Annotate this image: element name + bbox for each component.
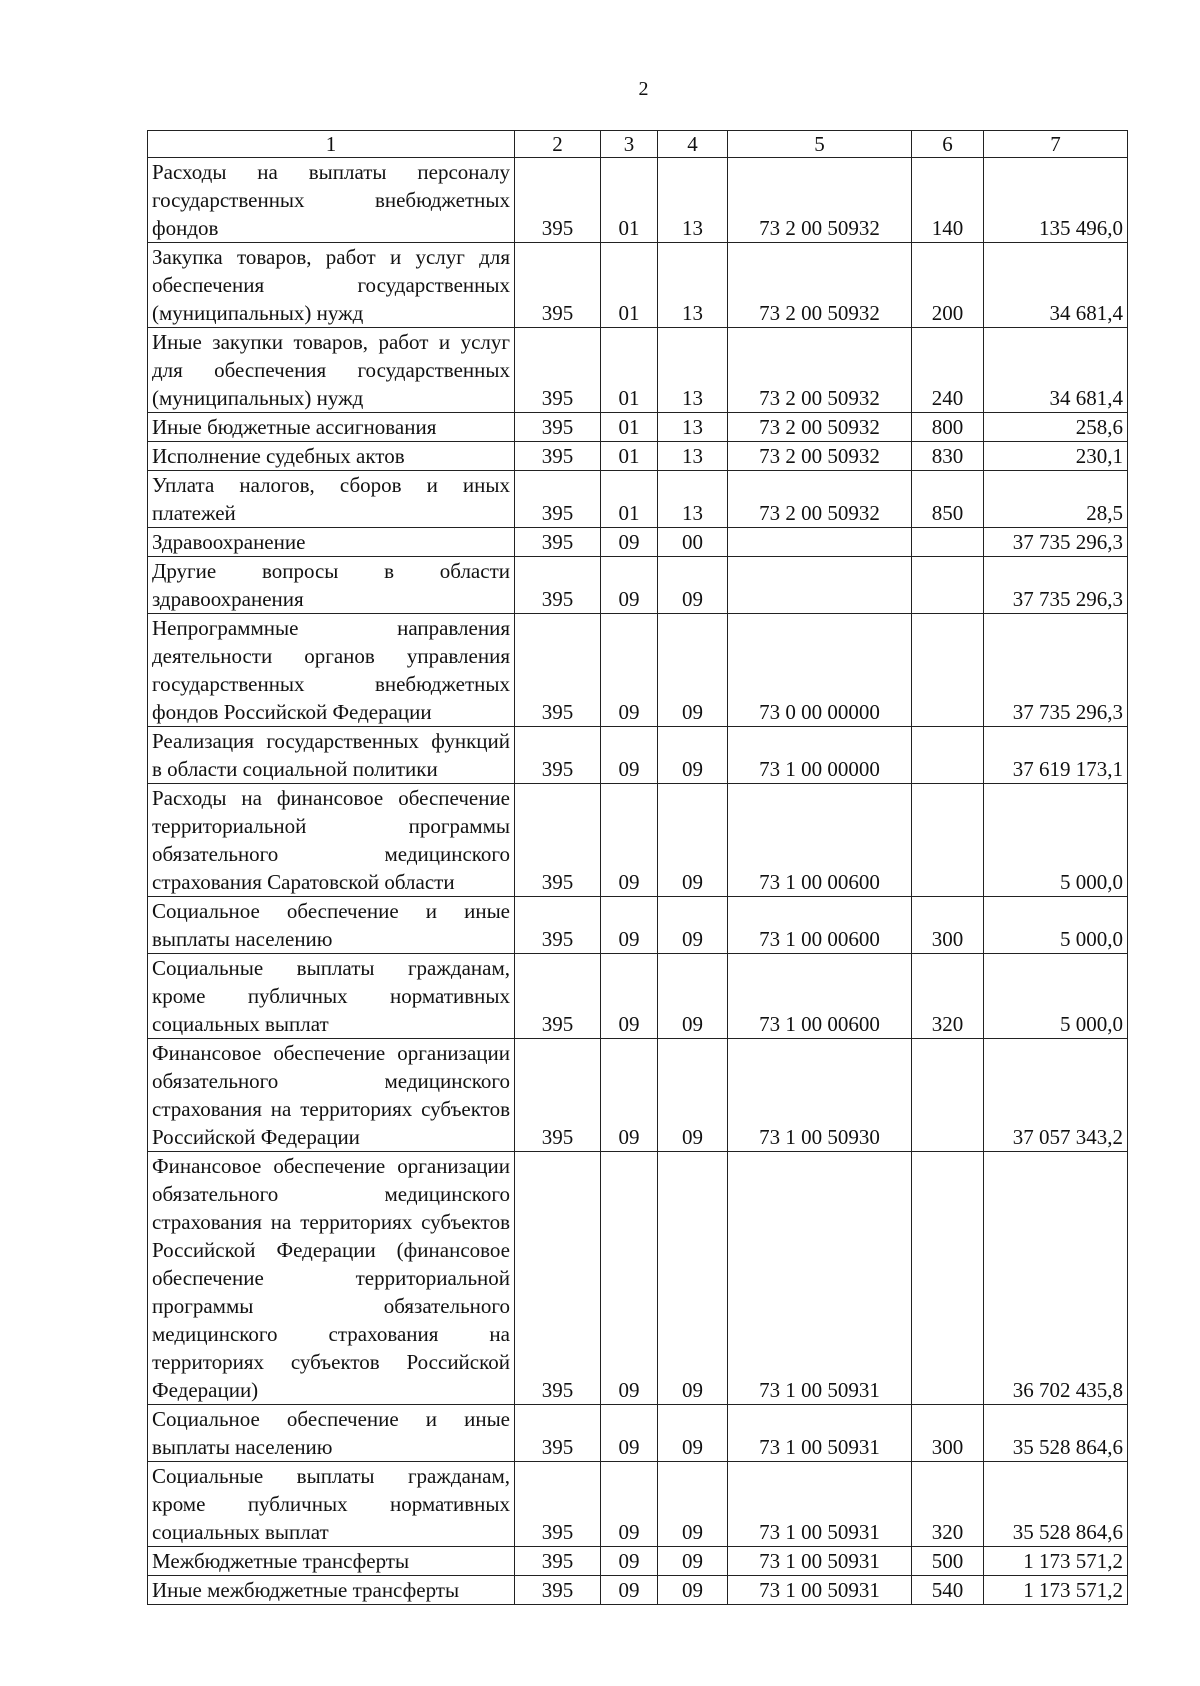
target-article-cell: 73 2 00 50932 bbox=[728, 413, 912, 442]
code-cell: 395 bbox=[515, 442, 601, 471]
row-name-cell: Финансовое обеспечение организации обязательного медицинского страхования на территориях субъектов Российской Федерации bbox=[148, 1039, 515, 1152]
target-article-cell: 73 1 00 00600 bbox=[728, 954, 912, 1039]
table-row bbox=[148, 413, 1128, 442]
table-row bbox=[148, 1576, 1128, 1605]
expense-type-cell bbox=[912, 614, 984, 727]
subsection-cell: 09 bbox=[658, 557, 728, 614]
amount-cell: 37 057 343,2 bbox=[984, 1039, 1128, 1152]
amount-cell: 36 702 435,8 bbox=[984, 1152, 1128, 1405]
code-cell: 395 bbox=[515, 557, 601, 614]
column-header: 1 bbox=[148, 131, 515, 158]
amount-cell: 258,6 bbox=[984, 413, 1128, 442]
row-name-cell: Социальное обеспечение и иные выплаты населению bbox=[148, 897, 515, 954]
row-name-cell: Непрограммные направления деятельности органов управления государственных внебюджетных фондов Российской Федерации bbox=[148, 614, 515, 727]
column-header: 4 bbox=[658, 131, 728, 158]
expense-type-cell bbox=[912, 1152, 984, 1405]
table-row bbox=[148, 727, 1128, 784]
code-cell: 395 bbox=[515, 1152, 601, 1405]
subsection-cell: 13 bbox=[658, 471, 728, 528]
code-cell: 395 bbox=[515, 1039, 601, 1152]
row-name-cell: Реализация государственных функций в области социальной политики bbox=[148, 727, 515, 784]
amount-cell: 37 619 173,1 bbox=[984, 727, 1128, 784]
code-cell: 395 bbox=[515, 1547, 601, 1576]
section-cell: 01 bbox=[601, 243, 658, 328]
table-body bbox=[148, 158, 1128, 1605]
column-header: 6 bbox=[912, 131, 984, 158]
amount-cell: 135 496,0 bbox=[984, 158, 1128, 243]
subsection-cell: 09 bbox=[658, 614, 728, 727]
subsection-cell: 13 bbox=[658, 328, 728, 413]
expense-type-cell: 320 bbox=[912, 1462, 984, 1547]
target-article-cell: 73 2 00 50932 bbox=[728, 471, 912, 528]
row-name-cell: Исполнение судебных актов bbox=[148, 442, 515, 471]
code-cell: 395 bbox=[515, 471, 601, 528]
subsection-cell: 13 bbox=[658, 158, 728, 243]
target-article-cell bbox=[728, 528, 912, 557]
row-name-cell: Финансовое обеспечение организации обязательного медицинского страхования на территориях субъектов Российской Федерации (финансовое обеспечение территориальной программы обязательного медицинского страхования на территориях субъектов Российской Федерации) bbox=[148, 1152, 515, 1405]
amount-cell: 34 681,4 bbox=[984, 243, 1128, 328]
code-cell: 395 bbox=[515, 1405, 601, 1462]
budget-table bbox=[147, 130, 1128, 1605]
table-row bbox=[148, 328, 1128, 413]
amount-cell: 230,1 bbox=[984, 442, 1128, 471]
section-cell: 09 bbox=[601, 528, 658, 557]
target-article-cell: 73 1 00 50931 bbox=[728, 1405, 912, 1462]
page-number: 2 bbox=[638, 78, 649, 100]
subsection-cell: 09 bbox=[658, 1547, 728, 1576]
section-cell: 09 bbox=[601, 1547, 658, 1576]
target-article-cell: 73 2 00 50932 bbox=[728, 243, 912, 328]
amount-cell: 1 173 571,2 bbox=[984, 1547, 1128, 1576]
section-cell: 01 bbox=[601, 158, 658, 243]
subsection-cell: 09 bbox=[658, 954, 728, 1039]
section-cell: 09 bbox=[601, 557, 658, 614]
section-cell: 01 bbox=[601, 413, 658, 442]
table-row bbox=[148, 243, 1128, 328]
table-row bbox=[148, 158, 1128, 243]
expense-type-cell bbox=[912, 727, 984, 784]
subsection-cell: 09 bbox=[658, 1152, 728, 1405]
target-article-cell bbox=[728, 557, 912, 614]
target-article-cell: 73 1 00 50931 bbox=[728, 1576, 912, 1605]
table-row bbox=[148, 897, 1128, 954]
expense-type-cell: 540 bbox=[912, 1576, 984, 1605]
table-row bbox=[148, 1405, 1128, 1462]
subsection-cell: 13 bbox=[658, 442, 728, 471]
section-cell: 01 bbox=[601, 442, 658, 471]
section-cell: 09 bbox=[601, 784, 658, 897]
column-header: 3 bbox=[601, 131, 658, 158]
code-cell: 395 bbox=[515, 1462, 601, 1547]
code-cell: 395 bbox=[515, 413, 601, 442]
code-cell: 395 bbox=[515, 897, 601, 954]
target-article-cell: 73 1 00 50931 bbox=[728, 1462, 912, 1547]
subsection-cell: 09 bbox=[658, 784, 728, 897]
expense-type-cell: 320 bbox=[912, 954, 984, 1039]
table-row bbox=[148, 557, 1128, 614]
row-name-cell: Здравоохранение bbox=[148, 528, 515, 557]
subsection-cell: 09 bbox=[658, 727, 728, 784]
amount-cell: 37 735 296,3 bbox=[984, 557, 1128, 614]
amount-cell: 1 173 571,2 bbox=[984, 1576, 1128, 1605]
column-header: 2 bbox=[515, 131, 601, 158]
code-cell: 395 bbox=[515, 784, 601, 897]
table-row bbox=[148, 614, 1128, 727]
expense-type-cell bbox=[912, 557, 984, 614]
row-name-cell: Социальные выплаты гражданам, кроме публичных нормативных социальных выплат bbox=[148, 954, 515, 1039]
table-row bbox=[148, 528, 1128, 557]
expense-type-cell: 300 bbox=[912, 897, 984, 954]
table-row bbox=[148, 1462, 1128, 1547]
subsection-cell: 13 bbox=[658, 243, 728, 328]
row-name-cell: Расходы на финансовое обеспечение территориальной программы обязательного медицинского страхования Саратовской области bbox=[148, 784, 515, 897]
code-cell: 395 bbox=[515, 328, 601, 413]
expense-type-cell: 240 bbox=[912, 328, 984, 413]
table-row bbox=[148, 471, 1128, 528]
amount-cell: 5 000,0 bbox=[984, 897, 1128, 954]
section-cell: 09 bbox=[601, 727, 658, 784]
subsection-cell: 13 bbox=[658, 413, 728, 442]
table-row bbox=[148, 1152, 1128, 1405]
target-article-cell: 73 1 00 50930 bbox=[728, 1039, 912, 1152]
code-cell: 395 bbox=[515, 528, 601, 557]
table-row bbox=[148, 1039, 1128, 1152]
amount-cell: 37 735 296,3 bbox=[984, 614, 1128, 727]
code-cell: 395 bbox=[515, 158, 601, 243]
subsection-cell: 09 bbox=[658, 1576, 728, 1605]
table-row bbox=[148, 1547, 1128, 1576]
code-cell: 395 bbox=[515, 1576, 601, 1605]
amount-cell: 37 735 296,3 bbox=[984, 528, 1128, 557]
amount-cell: 35 528 864,6 bbox=[984, 1405, 1128, 1462]
section-cell: 09 bbox=[601, 1576, 658, 1605]
target-article-cell: 73 1 00 00600 bbox=[728, 784, 912, 897]
section-cell: 01 bbox=[601, 328, 658, 413]
target-article-cell: 73 1 00 00600 bbox=[728, 897, 912, 954]
expense-type-cell: 830 bbox=[912, 442, 984, 471]
subsection-cell: 09 bbox=[658, 897, 728, 954]
subsection-cell: 09 bbox=[658, 1462, 728, 1547]
target-article-cell: 73 1 00 50931 bbox=[728, 1547, 912, 1576]
row-name-cell: Уплата налогов, сборов и иных платежей bbox=[148, 471, 515, 528]
amount-cell: 5 000,0 bbox=[984, 784, 1128, 897]
section-cell: 09 bbox=[601, 614, 658, 727]
code-cell: 395 bbox=[515, 614, 601, 727]
expense-type-cell: 800 bbox=[912, 413, 984, 442]
subsection-cell: 09 bbox=[658, 1039, 728, 1152]
target-article-cell: 73 1 00 00000 bbox=[728, 727, 912, 784]
expense-type-cell bbox=[912, 528, 984, 557]
code-cell: 395 bbox=[515, 727, 601, 784]
target-article-cell: 73 0 00 00000 bbox=[728, 614, 912, 727]
target-article-cell: 73 2 00 50932 bbox=[728, 158, 912, 243]
expense-type-cell: 140 bbox=[912, 158, 984, 243]
target-article-cell: 73 2 00 50932 bbox=[728, 328, 912, 413]
expense-type-cell bbox=[912, 1039, 984, 1152]
section-cell: 01 bbox=[601, 471, 658, 528]
target-article-cell: 73 2 00 50932 bbox=[728, 442, 912, 471]
row-name-cell: Иные закупки товаров, работ и услуг для обеспечения государственных (муниципальных) нужд bbox=[148, 328, 515, 413]
section-cell: 09 bbox=[601, 954, 658, 1039]
row-name-cell: Другие вопросы в области здравоохранения bbox=[148, 557, 515, 614]
expense-type-cell: 500 bbox=[912, 1547, 984, 1576]
amount-cell: 5 000,0 bbox=[984, 954, 1128, 1039]
table-row bbox=[148, 954, 1128, 1039]
target-article-cell: 73 1 00 50931 bbox=[728, 1152, 912, 1405]
expense-type-cell bbox=[912, 784, 984, 897]
row-name-cell: Социальные выплаты гражданам, кроме публичных нормативных социальных выплат bbox=[148, 1462, 515, 1547]
expense-type-cell: 200 bbox=[912, 243, 984, 328]
table-row bbox=[148, 784, 1128, 897]
row-name-cell: Межбюджетные трансферты bbox=[148, 1547, 515, 1576]
row-name-cell: Закупка товаров, работ и услуг для обеспечения государственных (муниципальных) нужд bbox=[148, 243, 515, 328]
subsection-cell: 00 bbox=[658, 528, 728, 557]
row-name-cell: Социальное обеспечение и иные выплаты населению bbox=[148, 1405, 515, 1462]
row-name-cell: Иные бюджетные ассигнования bbox=[148, 413, 515, 442]
table-row bbox=[148, 442, 1128, 471]
section-cell: 09 bbox=[601, 1405, 658, 1462]
row-name-cell: Расходы на выплаты персоналу государственных внебюджетных фондов bbox=[148, 158, 515, 243]
subsection-cell: 09 bbox=[658, 1405, 728, 1462]
section-cell: 09 bbox=[601, 897, 658, 954]
expense-type-cell: 300 bbox=[912, 1405, 984, 1462]
amount-cell: 34 681,4 bbox=[984, 328, 1128, 413]
column-header: 5 bbox=[728, 131, 912, 158]
code-cell: 395 bbox=[515, 954, 601, 1039]
expense-type-cell: 850 bbox=[912, 471, 984, 528]
section-cell: 09 bbox=[601, 1462, 658, 1547]
row-name-cell: Иные межбюджетные трансферты bbox=[148, 1576, 515, 1605]
table-header-row bbox=[148, 131, 1128, 158]
section-cell: 09 bbox=[601, 1039, 658, 1152]
section-cell: 09 bbox=[601, 1152, 658, 1405]
amount-cell: 28,5 bbox=[984, 471, 1128, 528]
code-cell: 395 bbox=[515, 243, 601, 328]
column-header: 7 bbox=[984, 131, 1128, 158]
amount-cell: 35 528 864,6 bbox=[984, 1462, 1128, 1547]
